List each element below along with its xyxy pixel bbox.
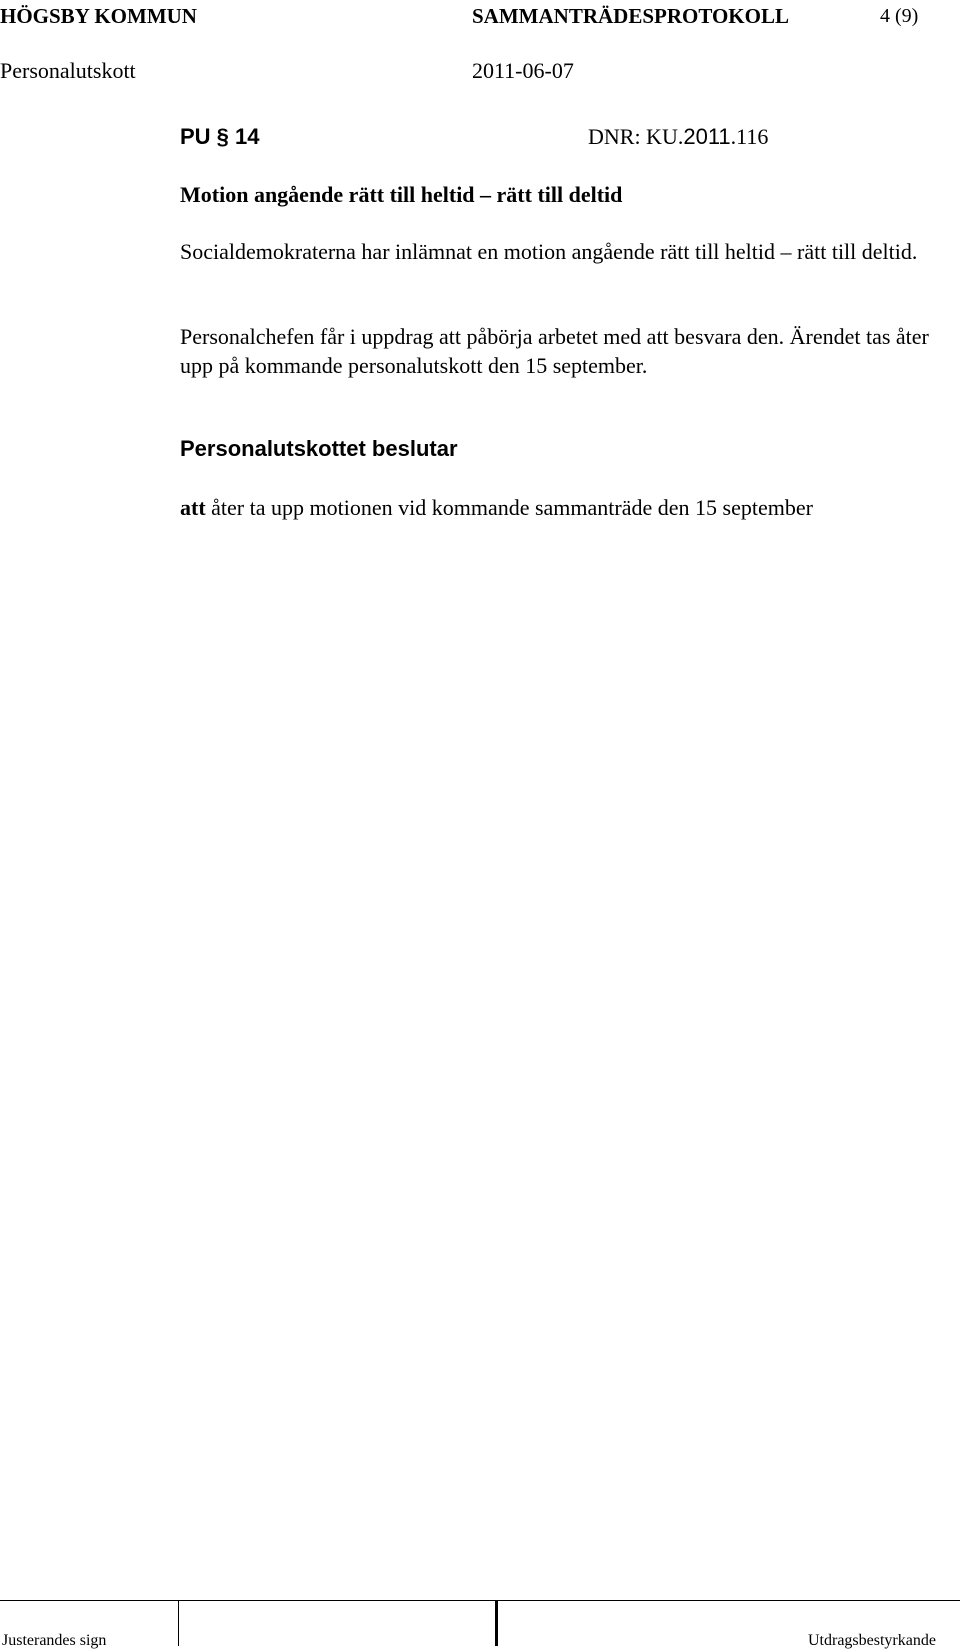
case-number-suffix: .116 — [730, 124, 769, 149]
committee-name: Personalutskott — [0, 58, 136, 83]
document-type: SAMMANTRÄDESPROTOKOLL — [472, 4, 789, 28]
decision-text: åter ta upp motionen vid kommande sammanträde den 15 september — [205, 495, 813, 520]
case-title: Motion angående rätt till heltid – rätt till deltid — [180, 182, 623, 207]
decision-line — [180, 495, 813, 521]
footer-column-divider — [178, 1600, 179, 1646]
organization-name: HÖGSBY KOMMUN — [0, 4, 197, 28]
page-number: 4 (9) — [880, 5, 919, 27]
case-number-label: DNR: KU. — [588, 124, 684, 149]
decision-heading: Personalutskottet beslutar — [180, 436, 458, 461]
decision-keyword: att — [180, 495, 206, 520]
case-number-year: 2011 — [683, 124, 731, 149]
body-paragraph: Personalchefen får i uppdrag att påbörja arbetet med att besvara den. Ärendet tas åter upp på kommande personalutskott den 15 september. — [180, 324, 929, 378]
footer-signature-label: Justerandes sign — [2, 1632, 107, 1649]
paragraph-id: PU § 14 — [180, 124, 260, 149]
meeting-date: 2011-06-07 — [472, 58, 574, 83]
footer-certification-label: Utdragsbestyrkande — [808, 1632, 936, 1649]
case-number — [588, 124, 768, 150]
body-paragraph: Socialdemokraterna har inlämnat en motion angående rätt till heltid – rätt till deltid. — [180, 239, 918, 264]
footer-divider — [0, 1600, 960, 1601]
footer-column-divider — [495, 1600, 498, 1646]
